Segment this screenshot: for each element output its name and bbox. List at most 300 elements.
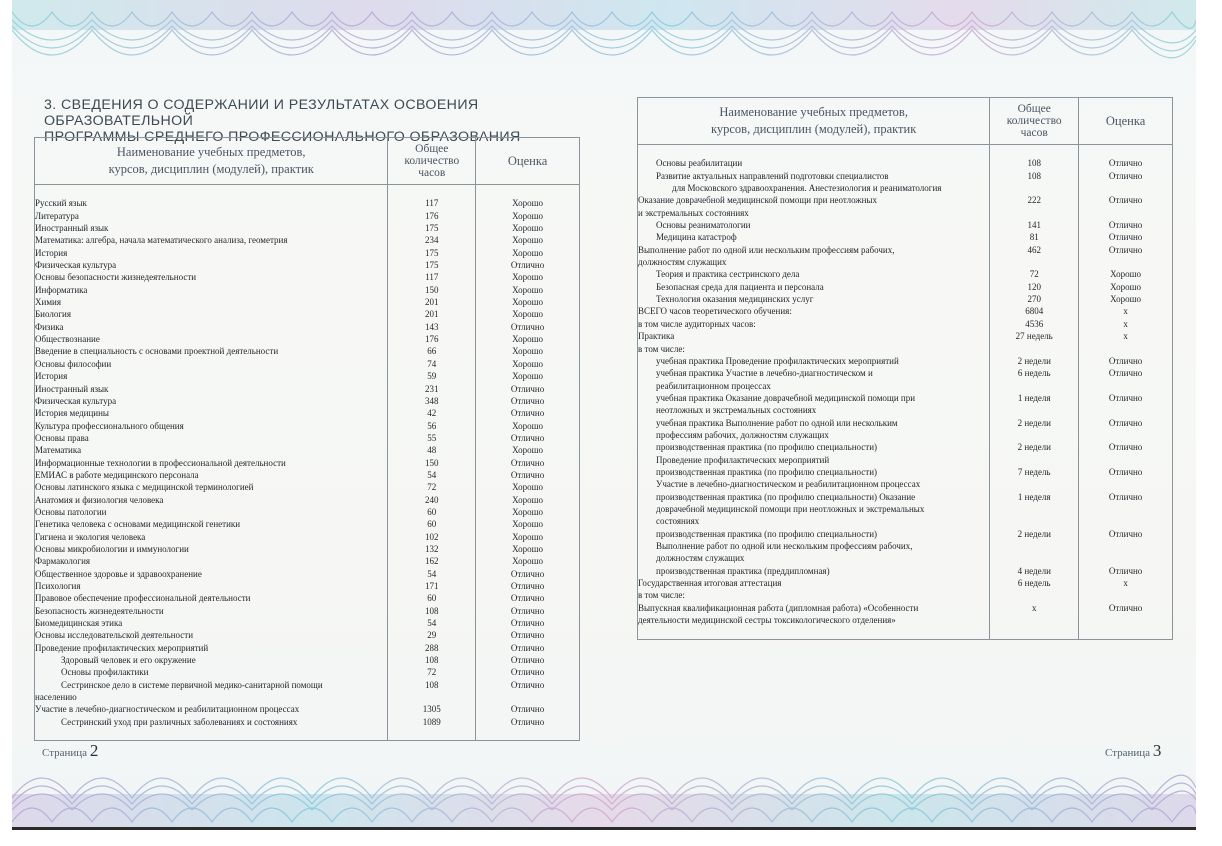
subject-name: в том числе аудиторных часов:: [638, 318, 990, 330]
grade-cell: [1079, 503, 1173, 515]
hours-cell: 74: [388, 358, 476, 370]
section-heading-line2: ПРОГРАММЫ СРЕДНЕГО ПРОФЕССИОНАЛЬНОГО ОБРАЗОВАНИЯ: [44, 129, 521, 145]
table-row: [638, 219, 1173, 231]
grade-cell: Отлично: [510, 593, 545, 604]
grade-cell: Хорошо: [1110, 281, 1142, 292]
hours-cell: [990, 614, 1079, 626]
table-row: [35, 234, 580, 246]
grade-cell: [1079, 454, 1173, 466]
table-row: [35, 296, 580, 308]
table-row: [638, 318, 1173, 330]
col-name-line2: курсов, дисциплин (модулей), практик: [710, 122, 917, 136]
table-row: [35, 271, 580, 283]
grade-cell: Отлично: [1108, 417, 1143, 428]
left-col-hours-header: [388, 138, 476, 185]
subject-name: Основы профилактики: [35, 666, 388, 678]
subject-name: Участие в лечебно-диагностическом и реабилитационном процессах: [638, 478, 990, 490]
subject-name: Введение в специальность с основами проектной деятельности: [35, 345, 388, 357]
hours-cell: 60: [388, 518, 476, 530]
hours-cell: 2 недели: [990, 528, 1079, 540]
left-table-body: [35, 185, 580, 741]
grade-cell: х: [1123, 318, 1128, 329]
grade-cell: Отлично: [1108, 244, 1143, 255]
subject-name: Информационные технологии в профессиональной деятельности: [35, 457, 388, 469]
hours-cell: 1305: [388, 703, 476, 715]
table-row: [35, 370, 580, 382]
subject-name: учебная практика Оказание доврачебной медицинской помощи при: [638, 392, 990, 404]
subject-name: Культура профессионального общения: [35, 420, 388, 432]
grade-cell: Отлично: [1108, 602, 1143, 613]
table-row: [638, 417, 1173, 429]
subject-name: Русский язык: [35, 197, 388, 209]
subject-name: Иностранный язык: [35, 383, 388, 395]
page-number-left: [42, 741, 98, 761]
grade-cell: Отлично: [510, 704, 545, 715]
table-row: [638, 343, 1173, 355]
subject-name: должностям служащих: [638, 256, 990, 268]
subject-name: Биомедицинская этика: [35, 617, 388, 629]
hours-cell: 201: [388, 296, 476, 308]
table-row: [638, 293, 1173, 305]
subject-name: Практика: [638, 330, 990, 342]
page-word: Страница: [1105, 747, 1151, 759]
table-row: [35, 506, 580, 518]
left-col-grade-header: Оценка: [476, 138, 580, 185]
subject-name: Технология оказания медицинских услуг: [638, 293, 990, 305]
hours-cell: 54: [388, 568, 476, 580]
table-row: [638, 256, 1173, 268]
grade-cell: Отлично: [510, 642, 545, 653]
subject-name: состояниях: [638, 515, 990, 527]
table-row: [638, 305, 1173, 317]
grade-cell: [1079, 552, 1173, 564]
grade-cell: Отлично: [1108, 466, 1143, 477]
table-row: [638, 466, 1173, 478]
col-hours-line1: Общее: [415, 143, 449, 155]
hours-cell: х: [990, 602, 1079, 614]
subject-name: доврачебной медицинской помощи при неотложных и экстремальных: [638, 503, 990, 515]
subject-name: Физическая культура: [35, 259, 388, 271]
table-row: [35, 481, 580, 493]
subject-name: учебная практика Участие в лечебно-диагностическом и: [638, 367, 990, 379]
hours-cell: 54: [388, 469, 476, 481]
grade-cell: Хорошо: [512, 223, 544, 234]
table-row: [638, 565, 1173, 577]
grade-cell: Отлично: [1108, 565, 1143, 576]
grade-cell: [1079, 380, 1173, 392]
hours-cell: [990, 429, 1079, 441]
subject-name: производственная практика (по профилю специальности): [638, 466, 990, 478]
spacer-row: [35, 728, 580, 741]
table-row: [35, 197, 580, 209]
hours-cell: 117: [388, 197, 476, 209]
table-row: [638, 515, 1173, 527]
hours-cell: 132: [388, 543, 476, 555]
hours-cell: [990, 552, 1079, 564]
grade-cell: Отлично: [510, 383, 545, 394]
hours-cell: [990, 207, 1079, 219]
table-row: [35, 629, 580, 641]
table-row: [638, 231, 1173, 243]
grade-cell: Хорошо: [512, 272, 544, 283]
table-row: [638, 552, 1173, 564]
grade-cell: Отлично: [510, 679, 545, 690]
table-row: [638, 577, 1173, 589]
hours-cell: 141: [990, 219, 1079, 231]
table-row: [35, 259, 580, 271]
grade-cell: [1079, 256, 1173, 268]
table-row: [35, 617, 580, 629]
table-row: [35, 420, 580, 432]
grade-cell: [1079, 515, 1173, 527]
hours-cell: [990, 404, 1079, 416]
grade-cell: Отлично: [510, 321, 545, 332]
hours-cell: 6804: [990, 305, 1079, 317]
hours-cell: 231: [388, 383, 476, 395]
grade-cell: Отлично: [510, 667, 545, 678]
table-row: [638, 157, 1173, 169]
table-row: [35, 321, 580, 333]
col-hours-line2: количество: [404, 155, 460, 167]
table-row: [638, 268, 1173, 280]
subject-name: Основы права: [35, 432, 388, 444]
table-row: [35, 592, 580, 604]
col-name-line1: Наименование учебных предметов,: [719, 105, 908, 119]
grade-cell: Хорошо: [512, 210, 544, 221]
hours-cell: [990, 454, 1079, 466]
hours-cell: 56: [388, 420, 476, 432]
subject-name: в том числе:: [638, 343, 990, 355]
subject-name: производственная практика (по профилю специальности) Оказание: [638, 491, 990, 503]
hours-cell: 288: [388, 642, 476, 654]
table-row: [35, 666, 580, 678]
table-row: [35, 531, 580, 543]
table-row: [35, 395, 580, 407]
subject-name: Выполнение работ по одной или нескольким профессиям рабочих,: [638, 244, 990, 256]
hours-cell: [990, 380, 1079, 392]
subject-name: Участие в лечебно-диагностическом и реабилитационном процессах: [35, 703, 388, 715]
subject-name: История: [35, 247, 388, 259]
subject-name: Проведение профилактических мероприятий: [35, 642, 388, 654]
section-heading-line1: 3. СВЕДЕНИЯ О СОДЕРЖАНИИ И РЕЗУЛЬТАТАХ ОСВОЕНИЯ ОБРАЗОВАТЕЛЬНОЙ: [44, 97, 479, 129]
table-row: [638, 244, 1173, 256]
table-row: [35, 494, 580, 506]
hours-cell: [990, 478, 1079, 490]
table-row: [35, 383, 580, 395]
hours-cell: 462: [990, 244, 1079, 256]
subject-name: Правовое обеспечение профессиональной деятельности: [35, 592, 388, 604]
hours-cell: 108: [388, 679, 476, 691]
subject-name: Физическая культура: [35, 395, 388, 407]
subject-name: Проведение профилактических мероприятий: [638, 454, 990, 466]
table-row: [35, 654, 580, 666]
table-row: [35, 691, 580, 703]
grade-cell: Отлично: [510, 618, 545, 629]
grade-cell: Отлично: [510, 260, 545, 271]
subject-name: Основы исследовательской деятельности: [35, 629, 388, 641]
hours-cell: 175: [388, 222, 476, 234]
hours-cell: 4536: [990, 318, 1079, 330]
grade-cell: Отлично: [510, 716, 545, 727]
grade-cell: Отлично: [1108, 442, 1143, 453]
hours-cell: 59: [388, 370, 476, 382]
table-row: [35, 457, 580, 469]
grade-cell: Отлично: [510, 630, 545, 641]
table-row: [35, 716, 580, 728]
hours-cell: 176: [388, 210, 476, 222]
page-number-right: [1105, 741, 1161, 761]
grade-cell: [1079, 404, 1173, 416]
grade-cell: Отлично: [1108, 158, 1143, 169]
grade-cell: Хорошо: [512, 247, 544, 258]
left-header-row: [35, 138, 580, 185]
subject-name: Обществознание: [35, 333, 388, 345]
hours-cell: 2 недели: [990, 355, 1079, 367]
subject-name: в том числе:: [638, 589, 990, 601]
subject-name: неотложных и экстремальных состояниях: [638, 404, 990, 416]
hours-cell: 143: [388, 321, 476, 333]
col-name-line1: Наименование учебных предметов,: [116, 145, 306, 159]
grade-cell: Хорошо: [512, 297, 544, 308]
guilloche-border-bottom: [12, 738, 1196, 830]
table-row: [35, 407, 580, 419]
hours-cell: 270: [990, 293, 1079, 305]
table-row: [35, 555, 580, 567]
table-row: [638, 404, 1173, 416]
table-row: [35, 358, 580, 370]
hours-cell: 120: [990, 281, 1079, 293]
subject-name: ЕМИАС в работе медицинского персонала: [35, 469, 388, 481]
hours-cell: 60: [388, 592, 476, 604]
subject-name: Медицина катастроф: [638, 231, 990, 243]
hours-cell: [990, 343, 1079, 355]
grade-cell: Отлично: [1108, 355, 1143, 366]
grade-cell: Отлично: [1108, 368, 1143, 379]
left-subjects-table: [34, 137, 580, 741]
subject-name: Основы безопасности жизнедеятельности: [35, 271, 388, 283]
grade-cell: Хорошо: [512, 482, 544, 493]
table-row: [638, 614, 1173, 626]
table-row: [35, 284, 580, 296]
grade-cell: Отлично: [1108, 528, 1143, 539]
subject-name: Выполнение работ по одной или нескольким профессиям рабочих,: [638, 540, 990, 552]
subject-name: Иностранный язык: [35, 222, 388, 234]
subject-name: Основы реаниматологии: [638, 219, 990, 231]
hours-cell: 108: [388, 654, 476, 666]
grade-cell: Отлично: [510, 457, 545, 468]
grade-cell: Хорошо: [512, 371, 544, 382]
grade-cell: Отлично: [510, 395, 545, 406]
table-row: [638, 392, 1173, 404]
subject-name: Безопасная среда для пациента и персонала: [638, 281, 990, 293]
table-row: [35, 333, 580, 345]
right-header-row: [638, 98, 1173, 145]
subject-name: профессиям рабочих, должностям служащих: [638, 429, 990, 441]
subject-name: Химия: [35, 296, 388, 308]
hours-cell: [990, 515, 1079, 527]
subject-name: Развитие актуальных направлений подготовки специалистов: [638, 170, 990, 182]
hours-cell: [990, 540, 1079, 552]
hours-cell: 348: [388, 395, 476, 407]
grade-cell: Хорошо: [512, 235, 544, 246]
table-row: [638, 589, 1173, 601]
hours-cell: 1 неделя: [990, 392, 1079, 404]
table-row: [638, 429, 1173, 441]
grade-cell: Отлично: [1108, 195, 1143, 206]
subject-name: производственная практика (по профилю специальности): [638, 441, 990, 453]
hours-cell: 240: [388, 494, 476, 506]
grade-cell: Отлично: [1108, 170, 1143, 181]
table-row: [638, 355, 1173, 367]
right-col-name-header: [638, 98, 990, 145]
col-hours-line3: часов: [1020, 127, 1048, 139]
grade-cell: Хорошо: [512, 506, 544, 517]
table-row: [35, 345, 580, 357]
hours-cell: [388, 691, 476, 703]
hours-cell: 81: [990, 231, 1079, 243]
hours-cell: [990, 182, 1079, 194]
grade-cell: Хорошо: [512, 543, 544, 554]
hours-cell: 150: [388, 284, 476, 296]
table-row: [638, 170, 1173, 182]
subject-name: реабилитационном процессах: [638, 380, 990, 392]
hours-cell: 72: [990, 268, 1079, 280]
spacer-row: [638, 145, 1173, 158]
grade-cell: Хорошо: [512, 494, 544, 505]
subject-name: учебная практика Выполнение работ по одной или нескольким: [638, 417, 990, 429]
subject-name: Математика: [35, 444, 388, 456]
table-row: [35, 642, 580, 654]
hours-cell: 48: [388, 444, 476, 456]
grade-cell: Отлично: [1108, 220, 1143, 231]
table-row: [35, 605, 580, 617]
page-number-value: 3: [1152, 741, 1162, 760]
grade-cell: Отлично: [510, 568, 545, 579]
subject-name: Основы микробиологии и иммунологии: [35, 543, 388, 555]
hours-cell: 102: [388, 531, 476, 543]
subject-name: Информатика: [35, 284, 388, 296]
hours-cell: 150: [388, 457, 476, 469]
subject-name: Здоровый человек и его окружение: [35, 654, 388, 666]
right-col-hours-header: [990, 98, 1079, 145]
grade-cell: [1079, 478, 1173, 490]
table-row: [35, 679, 580, 691]
grade-cell: Отлично: [1108, 392, 1143, 403]
grade-cell: Хорошо: [512, 531, 544, 542]
subject-name: должностям служащих: [638, 552, 990, 564]
table-row: [638, 454, 1173, 466]
subject-name: Математика: алгебра, начала математического анализа, геометрия: [35, 234, 388, 246]
subject-name: учебная практика Проведение профилактических мероприятий: [638, 355, 990, 367]
table-row: [35, 432, 580, 444]
grade-cell: Хорошо: [1110, 294, 1142, 305]
subject-name: Безопасность жизнедеятельности: [35, 605, 388, 617]
hours-cell: 4 недели: [990, 565, 1079, 577]
subject-name: деятельности медицинской сестры токсикологического отделения»: [638, 614, 990, 626]
hours-cell: [990, 589, 1079, 601]
spacer-row: [35, 185, 580, 198]
subject-name: Сестринский уход при различных заболеваниях и состояниях: [35, 716, 388, 728]
hours-cell: 1089: [388, 716, 476, 728]
hours-cell: 72: [388, 666, 476, 678]
hours-cell: 7 недель: [990, 466, 1079, 478]
hours-cell: 27 недель: [990, 330, 1079, 342]
hours-cell: 171: [388, 580, 476, 592]
subject-name: Литература: [35, 210, 388, 222]
subject-name: для Московского здравоохранения. Анестезиология и реаниматология: [638, 182, 990, 194]
hours-cell: 175: [388, 247, 476, 259]
diploma-spread: [12, 0, 1196, 830]
grade-cell: [1079, 614, 1173, 626]
hours-cell: 175: [388, 259, 476, 271]
subject-name: Фармакология: [35, 555, 388, 567]
table-row: [35, 210, 580, 222]
grade-cell: [1079, 589, 1173, 601]
table-row: [638, 330, 1173, 342]
hours-cell: 66: [388, 345, 476, 357]
grade-cell: Хорошо: [512, 334, 544, 345]
grade-cell: Хорошо: [512, 519, 544, 530]
grade-cell: Хорошо: [512, 445, 544, 456]
page-word: Страница: [42, 747, 88, 759]
hours-cell: 108: [990, 157, 1079, 169]
table-row: [638, 602, 1173, 614]
subject-name: Оказание доврачебной медицинской помощи при неотложных: [638, 194, 990, 206]
table-row: [638, 441, 1173, 453]
subject-name: Биология: [35, 308, 388, 320]
grade-cell: [476, 691, 580, 703]
table-row: [35, 469, 580, 481]
grade-cell: Хорошо: [1110, 269, 1142, 280]
table-row: [638, 478, 1173, 490]
grade-cell: х: [1123, 331, 1128, 342]
hours-cell: 60: [388, 506, 476, 518]
col-hours-line2: количество: [1006, 115, 1062, 127]
grade-cell: Отлично: [1108, 491, 1143, 502]
subject-name: Генетика человека с основами медицинской генетики: [35, 518, 388, 530]
subject-name: Психология: [35, 580, 388, 592]
grade-cell: Хорошо: [512, 556, 544, 567]
col-name-line2: курсов, дисциплин (модулей), практик: [108, 162, 314, 176]
subject-name: История: [35, 370, 388, 382]
subject-name: производственная практика (по профилю специальности): [638, 528, 990, 540]
grade-cell: Отлично: [510, 655, 545, 666]
hours-cell: 162: [388, 555, 476, 567]
hours-cell: 201: [388, 308, 476, 320]
subject-name: Теория и практика сестринского дела: [638, 268, 990, 280]
grade-cell: х: [1123, 578, 1128, 589]
subject-name: Анатомия и физиология человека: [35, 494, 388, 506]
hours-cell: 55: [388, 432, 476, 444]
grade-cell: Хорошо: [512, 420, 544, 431]
table-row: [638, 182, 1173, 194]
grade-cell: х: [1123, 306, 1128, 317]
subject-name: Основы латинского языка с медицинской терминологией: [35, 481, 388, 493]
grade-cell: Хорошо: [512, 346, 544, 357]
spacer-row: [638, 626, 1173, 639]
right-subjects-table: [637, 97, 1173, 640]
table-row: [35, 568, 580, 580]
left-col-name-header: [35, 138, 388, 185]
subject-name: Физика: [35, 321, 388, 333]
table-row: [35, 308, 580, 320]
hours-cell: 117: [388, 271, 476, 283]
table-row: [35, 703, 580, 715]
table-row: [638, 380, 1173, 392]
table-row: [35, 518, 580, 530]
subject-name: Гигиена и экология человека: [35, 531, 388, 543]
subject-name: Выпускная квалификационная работа (дипломная работа) «Особенности: [638, 602, 990, 614]
